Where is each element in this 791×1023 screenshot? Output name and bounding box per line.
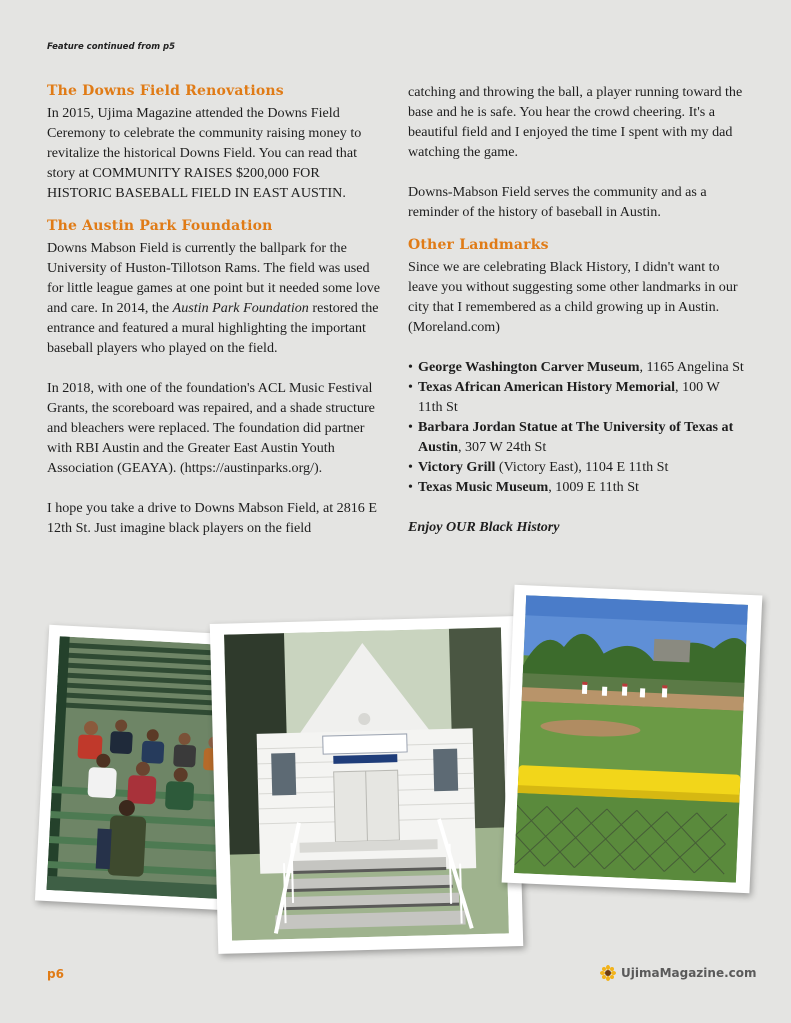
serves-paragraph: Downs-Mabson Field serves the community and as a reminder of the history of baseball in Austin. xyxy=(408,184,707,220)
list-item: • Victory Grill (Victory East), 1104 E 11th St xyxy=(408,457,744,477)
page-number: p6 xyxy=(47,967,64,981)
foundation-paragraph: Downs Mabson Field is currently the ballpark for the University of Huston-Tillotson Rams. The field was used for little league games at one point but it needed some love and care. In 2014, the Austin Park Foundation restored the entrance and featured a mural highlighting the important baseball players who played on the field. xyxy=(47,240,381,356)
baseball-field-image xyxy=(514,595,748,882)
church-image xyxy=(224,627,509,940)
list-item: • Barbara Jordan Statue at The University of Texas at Austin, 307 W 24th St xyxy=(408,417,744,457)
church-photo xyxy=(210,616,524,954)
landmarks-paragraph: Since we are celebrating Black History, I didn't want to leave you without suggesting some other landmarks in our city that I remembered as a child growing up in Austin. (Moreland.com) xyxy=(408,259,738,335)
landmarks-heading: Other Landmarks xyxy=(408,237,549,253)
foundation-heading: The Austin Park Foundation xyxy=(47,218,273,234)
list-item: • Texas African American History Memorial, 100 W 11th St xyxy=(408,377,744,417)
site-url[interactable]: UjimaMagazine.com xyxy=(621,966,757,980)
drive-paragraph: I hope you take a drive to Downs Mabson Field, at 2816 E 12th St. Just imagine black players on the field xyxy=(47,500,377,536)
landmarks-list xyxy=(408,357,744,497)
site-footer xyxy=(600,965,757,981)
list-item: • George Washington Carver Museum, 1165 Angelina St xyxy=(408,357,744,377)
continued-paragraph: catching and throwing the ball, a player running toward the base and he is safe. You hear the crowd cheering. It's a beautiful field and I enjoyed the time I spent with my dad watching the game. xyxy=(408,84,743,160)
renovations-paragraph: In 2015, Ujima Magazine attended the Downs Field Ceremony to celebrate the community raising money to revitalize the historical Downs Field. You can read that story at COMMUNITY RAISES $200,000 FOR HISTORIC BASEBALL FIELD IN EAST AUSTIN. xyxy=(47,105,362,201)
austin-park-foundation-italic: Austin Park Foundation xyxy=(172,300,309,316)
baseball-field-photo xyxy=(502,585,763,894)
list-item: • Texas Music Museum, 1009 E 11th St xyxy=(408,477,744,497)
left-column xyxy=(47,82,383,538)
right-column xyxy=(408,82,744,537)
grants-paragraph: In 2018, with one of the foundation's ACL Music Festival Grants, the scoreboard was repaired, and a shade structure and bleachers were replaced. The foundation did partner with RBI Austin and the Greater East Austin Youth Association (GEAYA). (https://austinparks.org/). xyxy=(47,380,375,476)
sunflower-icon xyxy=(600,965,616,981)
renovations-heading: The Downs Field Renovations xyxy=(47,83,284,99)
closing-line: Enjoy OUR Black History xyxy=(408,519,560,535)
feature-continued-note: Feature continued from p5 xyxy=(47,42,176,52)
